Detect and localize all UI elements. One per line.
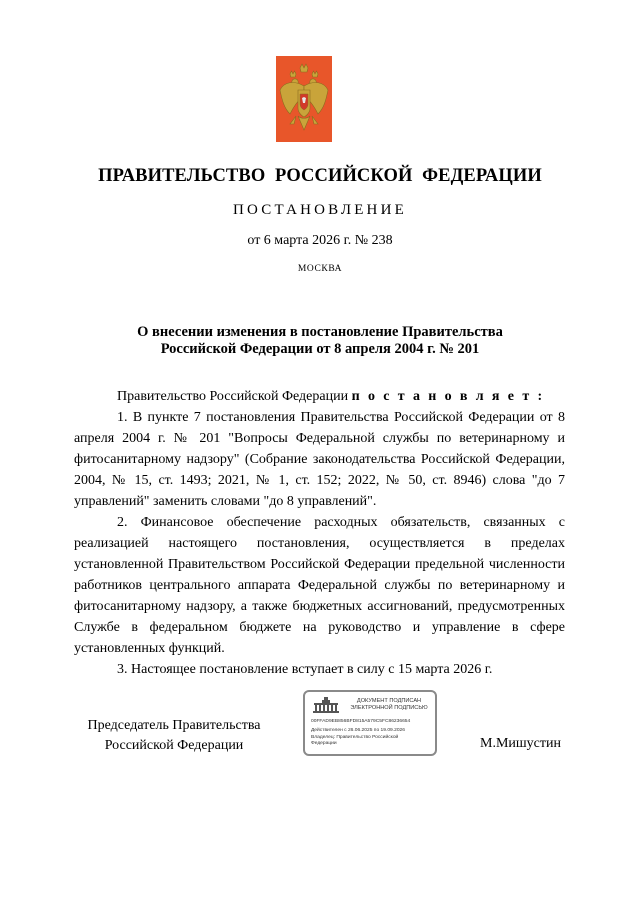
electronic-signature-stamp	[303, 690, 437, 756]
intro-text: Правительство Российской Федерации	[117, 389, 352, 404]
document-body	[74, 386, 565, 680]
subject-line-1: О внесении изменения в постановление Правительства	[137, 324, 503, 340]
document-subject	[60, 324, 580, 358]
intro-paragraph	[74, 386, 565, 407]
signatory-name: М.Мишустин	[480, 736, 561, 751]
paragraph-1: 1. В пункте 7 постановления Правительства Российской Федерации от 8 апреля 2004 г. № 201 "Вопросы Федеральной службы по ветеринарному и фитосанитарному надзору" (Собрание законодательства Российской Федерации, 2004, № 15, ст. 1493; 2021, № 1, ст. 152; 2022, № 50, ст. 8946) слова "до 7 управлений" заменить словами "до 8 управлений".	[74, 410, 565, 509]
paragraph-2: 2. Финансовое обеспечение расходных обязательств, связанных с реализацией настоящего постановления, осуществляется в пределах установленной Правительством Российской Федерации предельной численности работников центрального аппарата Федеральной службы по ветеринарному и фитосанитарному надзору, а также бюджетных ассигнований, предусмотренных Службе в федеральном бюджете на руководство и управление в сфере установленных функций.	[74, 515, 565, 656]
russian-coat-of-arms-icon	[276, 56, 332, 142]
subject-line-2: Российской Федерации от 8 апреля 2004 г. № 201	[160, 341, 480, 357]
stamp-owner-line-2: Федерации	[311, 741, 337, 746]
document-type: ПОСТАНОВЛЕНИЕ	[233, 202, 407, 218]
stamp-header-line-1: ДОКУМЕНТ ПОДПИСАН	[356, 698, 422, 704]
government-title: ПРАВИТЕЛЬСТВО РОССИЙСКОЙ ФЕДЕРАЦИИ	[98, 166, 542, 186]
signatory-position-line-1: Председатель Правительства	[87, 718, 261, 733]
paragraph-3: 3. Настоящее постановление вступает в силу с 15 марта 2026 г.	[117, 662, 493, 677]
document-city: МОСКВА	[297, 264, 343, 274]
stamp-certificate: 00FFAD9EB856BFD815A579C5FC86236654	[311, 719, 411, 724]
stamp-validity: Действителен с 26.06.2025 по 19.09.2026	[311, 728, 405, 733]
intro-verb: п о с т а н о в л я е т :	[351, 389, 545, 404]
stamp-header-line-2: ЭЛЕКТРОННОЙ ПОДПИСЬЮ	[350, 705, 428, 711]
signatory-position-line-2: Российской Федерации	[104, 738, 244, 753]
signatory-position	[74, 716, 274, 756]
government-building-icon	[311, 696, 341, 714]
stamp-owner-line-1: Владелец: Правительство Российской	[311, 735, 399, 740]
stamp-header	[343, 698, 435, 712]
document-date-number: от 6 марта 2026 г. № 238	[247, 233, 393, 248]
